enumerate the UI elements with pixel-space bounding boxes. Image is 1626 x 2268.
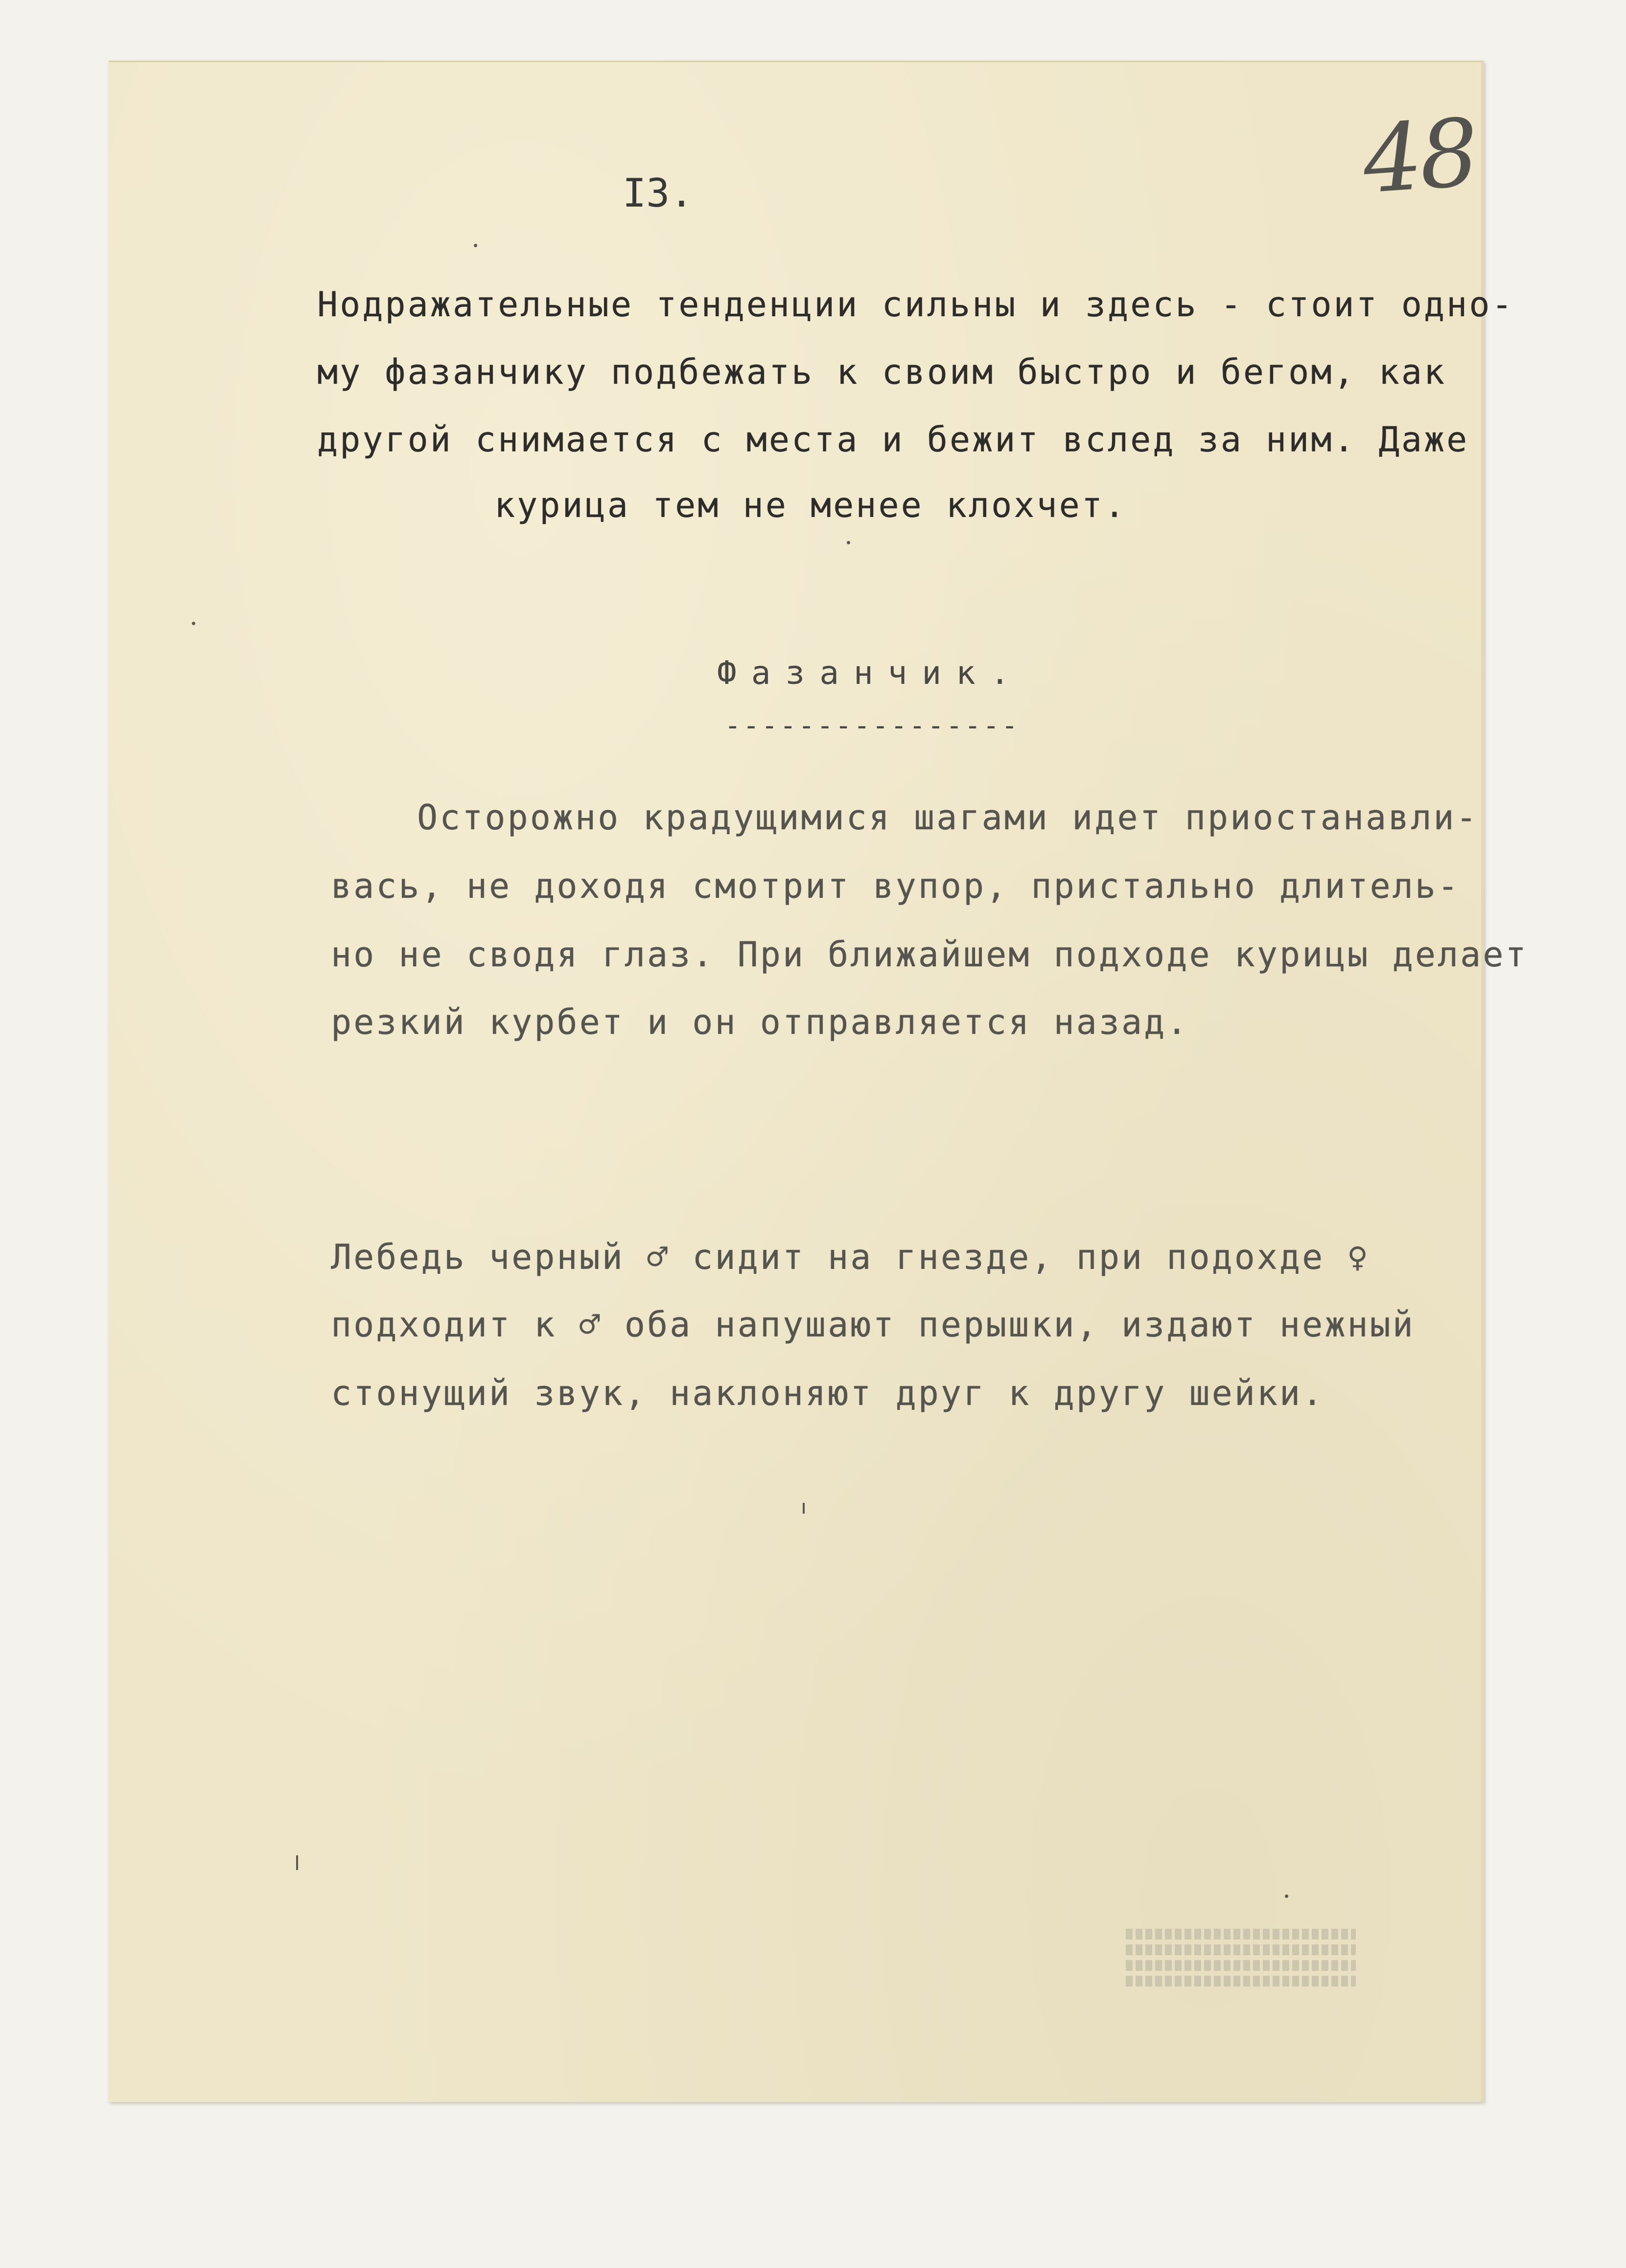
paragraph-1-line-1: Нодражательные тенденции сильны и здесь - стоит одно- bbox=[317, 284, 1514, 325]
paragraph-1-line-4: курица тем не менее клохчет. bbox=[494, 485, 1127, 525]
paragraph-2-line-2: вась, не доходя смотрит вупор, пристально длитель- bbox=[331, 866, 1461, 906]
paragraph-2-line-1: Осторожно крадущимися шагами идет приостанавли- bbox=[417, 797, 1479, 838]
paragraph-1-line-2: му фазанчику подбежать к своим быстро и бегом, как bbox=[317, 352, 1447, 392]
stamp-line bbox=[1126, 1976, 1356, 1987]
paragraph-1-line-3: другой снимается с места и бежит вслед за ним. Даже bbox=[317, 420, 1469, 460]
paper-speck bbox=[474, 244, 477, 247]
stamp-line bbox=[1126, 1929, 1356, 1940]
stamp-line bbox=[1126, 1960, 1356, 1971]
archive-folio-number: 48 bbox=[1359, 98, 1480, 214]
section-title: Фазанчик. bbox=[717, 654, 1024, 692]
paragraph-2-line-3: но не сводя глаз. При ближайшем подходе курицы делает bbox=[331, 935, 1528, 975]
paragraph-3-line-2: подходит к ♂ оба напушают перышки, издают нежный bbox=[331, 1305, 1415, 1345]
paper-mark bbox=[296, 1855, 298, 1870]
paper-speck bbox=[192, 622, 195, 625]
paper-mark bbox=[803, 1503, 805, 1514]
paper-speck bbox=[847, 541, 850, 544]
stamp-line bbox=[1126, 1944, 1356, 1955]
paragraph-3-line-3: стонущий звук, наклоняют друг к другу шейки. bbox=[331, 1373, 1325, 1413]
section-title-underline: ---------------- bbox=[724, 710, 1020, 742]
paper-speck bbox=[1285, 1894, 1288, 1898]
page-number: I3. bbox=[623, 170, 694, 216]
paragraph-2-line-4: резкий курбет и он отправляется назад. bbox=[331, 1002, 1189, 1042]
paragraph-3-line-1: Лебедь черный ♂ сидит на гнезде, при подохде ♀ bbox=[331, 1237, 1370, 1277]
archive-stamp bbox=[1126, 1924, 1356, 2036]
